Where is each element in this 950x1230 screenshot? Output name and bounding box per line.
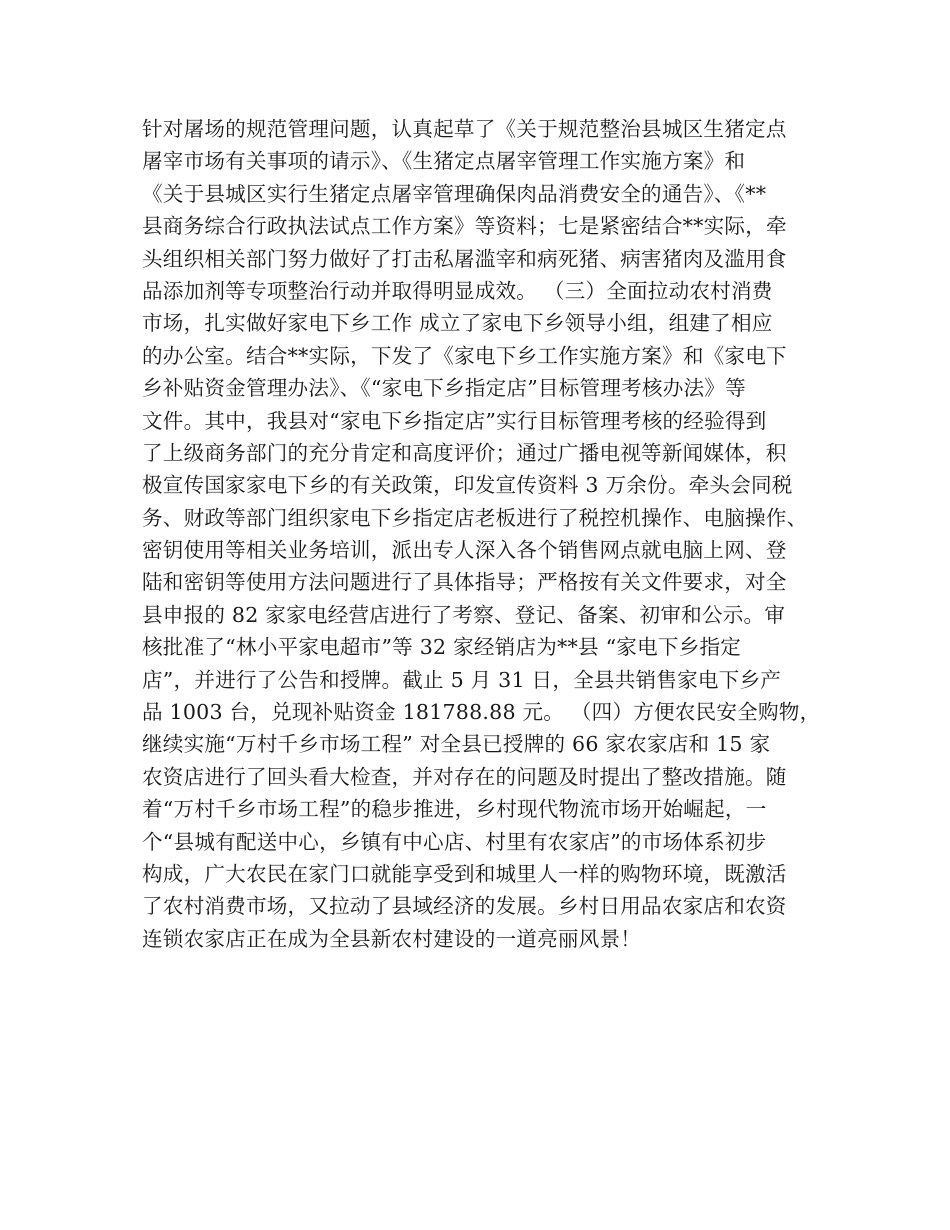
text-line: 县商务综合行政执法试点工作方案》等资料；七是紧密结合**实际，牵 bbox=[142, 214, 787, 239]
text-line: 了农村消费市场，又拉动了县域经济的发展。乡村日用品农家店和农资 bbox=[142, 894, 787, 919]
text-line: 的办公室。结合**实际，下发了《家电下乡工作实施方案》和《家电下 bbox=[142, 343, 787, 368]
text-line: 个“县城有配送中心，乡镇有中心店、村里有农家店”的市场体系初步 bbox=[142, 829, 767, 854]
text-line: 头组织相关部门努力做好了打击私屠滥宰和病死猪、病害猪肉及滥用食 bbox=[142, 246, 787, 271]
body-paragraph bbox=[142, 113, 842, 955]
text-line: 针对屠场的规范管理问题，认真起草了《关于规范整治县城区生猪定点 bbox=[142, 117, 787, 141]
text-line: 品 1003 台，兑现补贴资金 181788.88 元。 （四）方便农民安全购物， bbox=[142, 700, 821, 725]
text-line: 品添加剂等专项整治行动并取得明显成效。 （三）全面拉动农村消费 bbox=[142, 278, 773, 303]
text-line: 农资店进行了回头看大检查，并对存在的问题及时提出了整改措施。随 bbox=[142, 764, 787, 789]
text-line: 乡补贴资金管理办法》、《“家电下乡指定店”目标管理考核办法》等 bbox=[142, 376, 746, 401]
text-line: 市场，扎实做好家电下乡工作 成立了家电下乡领导小组，组建了相应 bbox=[142, 311, 773, 336]
text-line: 连锁农家店正在成为全县新农村建设的一道亮丽风景！ bbox=[142, 926, 642, 951]
text-line: 着“万村千乡市场工程”的稳步推进，乡村现代物流市场开始崛起，一 bbox=[142, 797, 767, 822]
text-line: 县申报的 82 家家电经营店进行了考察、登记、备案、初审和公示。审 bbox=[142, 602, 786, 627]
text-line: 店”，并进行了公告和授牌。截止 5 月 31 日，全县共销售家电下乡产 bbox=[142, 667, 782, 692]
text-line: 构成，广大农民在家门口就能享受到和城里人一样的购物环境，既激活 bbox=[142, 861, 787, 886]
text-line: 文件。其中，我县对“家电下乡指定店”实行目标管理考核的经验得到 bbox=[142, 408, 767, 433]
text-line: 极宣传国家家电下乡的有关政策，印发宣传资料 3 万余份。牵头会同税 bbox=[142, 473, 793, 498]
text-line: 继续实施“万村千乡市场工程” 对全县已授牌的 66 家农家店和 15 家 bbox=[142, 732, 771, 757]
text-line: 《关于县城区实行生猪定点屠宰管理确保肉品消费安全的通告》、《** bbox=[142, 181, 767, 206]
text-line: 屠宰市场有关事项的请示》、《生猪定点屠宰管理工作实施方案》和 bbox=[142, 149, 746, 174]
text-line: 务、财政等部门组织家电下乡指定店老板进行了税控机操作、电脑操作、 bbox=[142, 505, 808, 530]
text-line: 了上级商务部门的充分肯定和高度评价；通过广播电视等新闻媒体，积 bbox=[142, 440, 787, 465]
text-line: 密钥使用等相关业务培训，派出专人深入各个销售网点就电脑上网、登 bbox=[142, 538, 787, 563]
text-line: 陆和密钥等使用方法问题进行了具体指导；严格按有关文件要求，对全 bbox=[142, 570, 787, 595]
text-line: 核批准了“林小平家电超市”等 32 家经销店为**县 “家电下乡指定 bbox=[142, 635, 742, 660]
